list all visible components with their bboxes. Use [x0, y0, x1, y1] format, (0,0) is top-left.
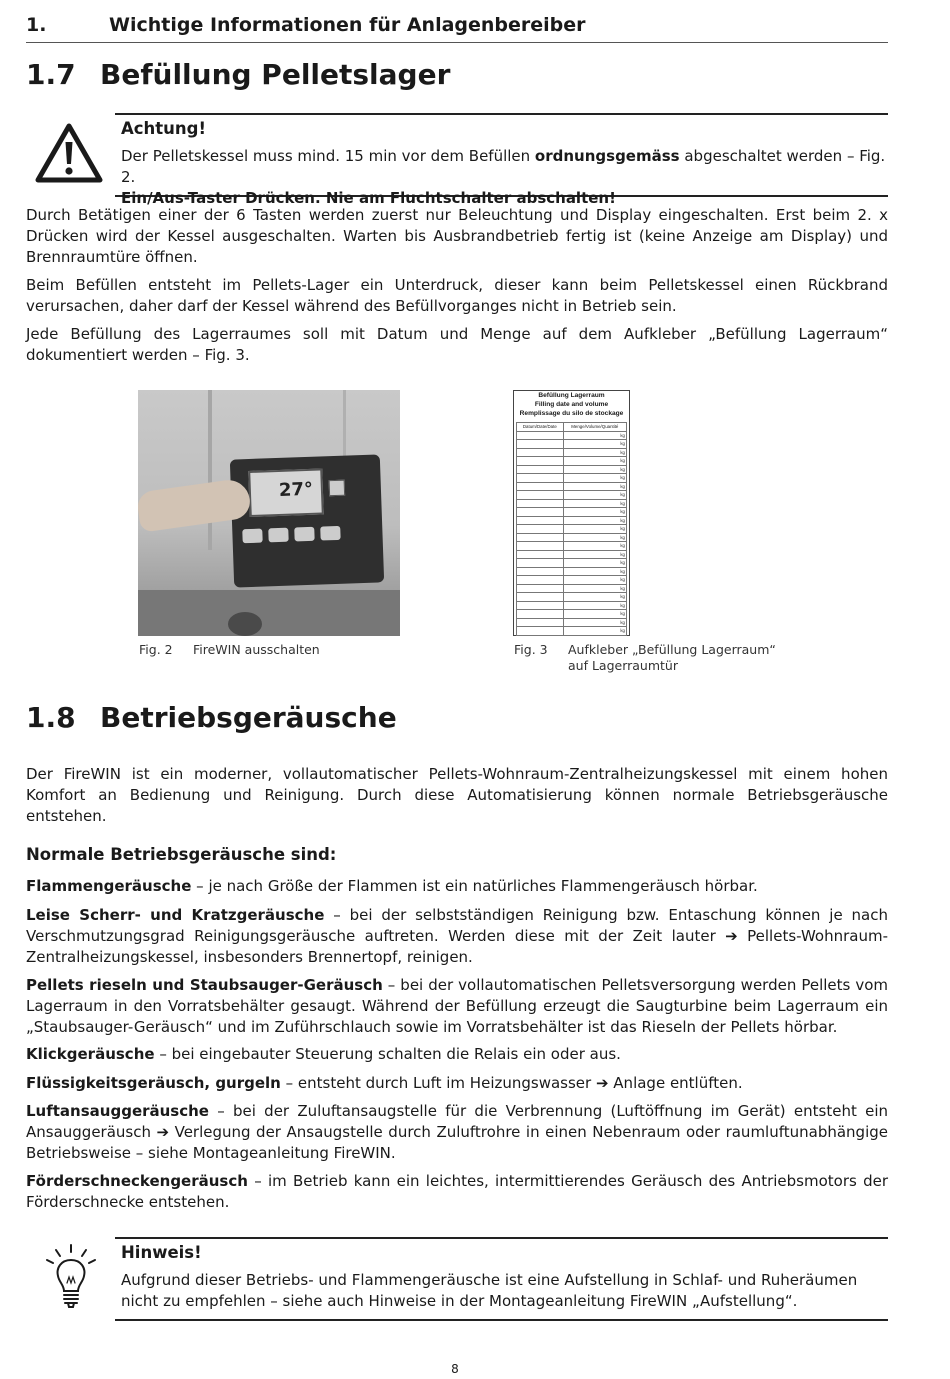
- sticker-date-cell: [517, 610, 564, 619]
- section-title-1-8: 1.8 Betriebsgeräusche: [26, 701, 397, 734]
- sticker-date-cell: [517, 474, 564, 483]
- sticker-kg-cell: kg: [563, 533, 626, 542]
- sticker-row: [517, 627, 627, 636]
- sticker-row: [517, 491, 627, 500]
- sticker-kg-cell: kg: [563, 627, 626, 636]
- sticker-kg-cell: kg: [563, 618, 626, 627]
- sticker-kg-cell: kg: [563, 431, 626, 440]
- chapter-header: [26, 14, 888, 43]
- sticker-kg-cell: kg: [563, 491, 626, 500]
- sticker-kg-cell: kg: [563, 584, 626, 593]
- chapter-title: Wichtige Informationen für Anlagenbereiber: [109, 14, 586, 36]
- paragraph: Beim Befüllen entsteht im Pellets-Lager ein Unterdruck, dieser kann beim Pelletskessel einen Rückbrand verursachen, daher darf der Kessel während des Befüllvorganges nicht in Betrieb sein.: [26, 276, 888, 315]
- fig3-sticker: [513, 390, 630, 636]
- control-display: [248, 468, 324, 517]
- sticker-date-cell: [517, 542, 564, 551]
- page-number: 8: [451, 1362, 459, 1376]
- noise-item: Klickgeräusche – bei eingebauter Steuerung schalten die Relais ein oder aus.: [26, 1045, 621, 1063]
- sticker-row: [517, 601, 627, 610]
- sticker-kg-cell: kg: [563, 525, 626, 534]
- light-bulb-icon: [42, 1243, 100, 1311]
- sticker-kg-cell: kg: [563, 576, 626, 585]
- intro-paragraph: Der FireWIN ist ein moderner, vollautomatischer Pellets-Wohnraum-Zentralheizungskessel mit einem hohen Komfort an Bedienung und Reinigung. Durch diese Automatisierung können normale Betriebsgeräusche entstehen.: [26, 765, 888, 825]
- sticker-date-cell: [517, 482, 564, 491]
- warning-triangle-icon: [34, 122, 104, 184]
- noise-item: Leise Scherr- und Kratzgeräusche – bei der selbstständigen Reinigung bzw. Entaschung können je nach Verschmutzungsgrad Reinigungsgeräusche auftreten. Werden diese mit der Zeit lauter ➔ Pellets-Wohnraum-Zentralheizungskessel, insbesonders Brennertopf, reinigen.: [26, 906, 888, 966]
- warning-box: [115, 113, 888, 207]
- sticker-date-cell: [517, 533, 564, 542]
- sticker-date-cell: [517, 550, 564, 559]
- sticker-date-cell: [517, 584, 564, 593]
- sticker-row: [517, 576, 627, 585]
- noise-item: Förderschneckengeräusch – im Betrieb kann ein leichtes, intermittierendes Geräusch des Antriebsmotors der Förderschnecke entstehen.: [26, 1172, 888, 1211]
- warning-text: Der Pelletskessel muss mind. 15 min vor dem Befüllen ordnungsgemäss abgeschaltet werden – Fig. 2. Ein/Aus-Taster Drücken. Nie am Fluchtschalter abschalten!: [121, 147, 886, 207]
- sticker-row: [517, 525, 627, 534]
- fig2-photo: [138, 390, 400, 636]
- noise-item: Flammengeräusche – je nach Größe der Flammen ist ein natürliches Flammengeräusch hörbar.: [26, 877, 758, 895]
- noises-subheading: Normale Betriebsgeräusche sind:: [26, 845, 337, 864]
- sticker-row: [517, 431, 627, 440]
- sticker-row: [517, 474, 627, 483]
- sticker-row: [517, 550, 627, 559]
- sticker-date-cell: [517, 618, 564, 627]
- warning-title: Achtung!: [121, 119, 207, 138]
- fig2-caption: Fig. 2 FireWIN ausschalten: [139, 642, 320, 657]
- sticker-row: [517, 584, 627, 593]
- sticker-kg-cell: kg: [563, 593, 626, 602]
- sticker-kg-cell: kg: [563, 482, 626, 491]
- sticker-date-cell: [517, 525, 564, 534]
- sticker-kg-cell: kg: [563, 508, 626, 517]
- sticker-row: [517, 448, 627, 457]
- sticker-kg-cell: kg: [563, 610, 626, 619]
- sticker-row: [517, 465, 627, 474]
- sticker-kg-cell: kg: [563, 567, 626, 576]
- sticker-date-cell: [517, 559, 564, 568]
- sticker-kg-cell: kg: [563, 601, 626, 610]
- sticker-row: [517, 593, 627, 602]
- sticker-kg-cell: kg: [563, 559, 626, 568]
- hint-text: Aufgrund dieser Betriebs- und Flammengeräusche ist eine Aufstellung in Schlaf- und Ruheräumen nicht zu empfehlen – siehe auch Hinweise in der Montageanleitung FireWIN „Aufstellung“.: [121, 1271, 858, 1310]
- sticker-row: [517, 499, 627, 508]
- sticker-date-cell: [517, 431, 564, 440]
- sticker-kg-cell: kg: [563, 465, 626, 474]
- sticker-row: [517, 508, 627, 517]
- sticker-row: [517, 457, 627, 466]
- sticker-date-cell: [517, 465, 564, 474]
- sticker-row: [517, 533, 627, 542]
- sticker-date-cell: [517, 567, 564, 576]
- hint-box: [115, 1237, 888, 1321]
- sticker-kg-cell: kg: [563, 448, 626, 457]
- sticker-date-cell: [517, 491, 564, 500]
- sticker-date-cell: [517, 593, 564, 602]
- sticker-title-2: Filling date and volume: [534, 401, 609, 408]
- sticker-title-3: Remplissage du silo de stockage: [519, 410, 624, 417]
- control-panel: [230, 454, 384, 587]
- sticker-table: [516, 422, 627, 636]
- hint-title: Hinweis!: [121, 1243, 202, 1262]
- sticker-date-cell: [517, 499, 564, 508]
- paragraph: Jede Befüllung des Lagerraumes soll mit Datum und Menge auf dem Aufkleber „Befüllung Lagerraum“ dokumentiert werden – Fig. 3.: [26, 325, 888, 364]
- display-temperature: 27°: [278, 478, 314, 501]
- sticker-kg-cell: kg: [563, 440, 626, 449]
- section-title-1-7: 1.7 Befüllung Pelletslager: [26, 58, 451, 91]
- sticker-row: [517, 618, 627, 627]
- noise-item: Pellets rieseln und Staubsauger-Geräusch – bei der vollautomatischen Pelletsversorgung werden Pellets vom Lagerraum in den Vorratsbehälter gesaugt. Während der Befüllung erzeugt die Saugturbine beim Lagerraum ein „Staubsauger-Geräusch“ und im Zuführschlauch sowie im Vorratsbehälter ist das Rieseln der Pellets hörbar.: [26, 976, 889, 1036]
- sticker-row: [517, 516, 627, 525]
- sticker-kg-cell: kg: [563, 457, 626, 466]
- sticker-kg-cell: kg: [563, 542, 626, 551]
- sticker-row: [517, 482, 627, 491]
- sticker-date-cell: [517, 457, 564, 466]
- sticker-kg-cell: kg: [563, 550, 626, 559]
- sticker-kg-cell: kg: [563, 499, 626, 508]
- chapter-number: 1.: [26, 14, 47, 36]
- sticker-date-cell: [517, 576, 564, 585]
- sticker-row: [517, 567, 627, 576]
- sticker-row: [517, 440, 627, 449]
- sticker-date-cell: [517, 448, 564, 457]
- sticker-date-cell: [517, 508, 564, 517]
- noise-item: Luftansauggeräusche – bei der Zuluftansaugstelle für die Verbrennung (Luftöffnung im Gerät) entsteht ein Ansauggeräusch ➔ Verlegung der Ansaugstelle durch Zuluftrohre in einen Nebenraum oder raumluftunabhängige Betriebsweise – siehe Montageanleitung FireWIN.: [26, 1102, 888, 1162]
- sticker-row: [517, 610, 627, 619]
- sticker-date-cell: [517, 601, 564, 610]
- noise-item: Flüssigkeitsgeräusch, gurgeln – entsteht durch Luft im Heizungswasser ➔ Anlage entlüften.: [26, 1074, 743, 1092]
- sticker-kg-cell: kg: [563, 516, 626, 525]
- sticker-date-cell: [517, 440, 564, 449]
- sticker-title-1: Befüllung Lagerraum: [538, 392, 605, 399]
- sticker-col-volume: Menge/Volume/Quantité: [563, 423, 626, 432]
- sticker-row: [517, 542, 627, 551]
- sticker-date-cell: [517, 627, 564, 636]
- paragraph: Durch Betätigen einer der 6 Tasten werden zuerst nur Beleuchtung und Display eingeschalten. Erst beim 2. x Drücken wird der Kessel ausgeschalten. Warten bis Ausbrandbetrieb fertig ist (keine Anzeige am Display) und Brennraumtüre öffnen.: [26, 206, 888, 266]
- sticker-date-cell: [517, 516, 564, 525]
- sticker-kg-cell: kg: [563, 474, 626, 483]
- fig3-caption: Fig. 3 Aufkleber „Befüllung Lagerraum“ auf Lagerraumtür: [514, 642, 776, 673]
- sticker-row: [517, 559, 627, 568]
- sticker-col-date: Datum/Date/Date: [517, 423, 564, 432]
